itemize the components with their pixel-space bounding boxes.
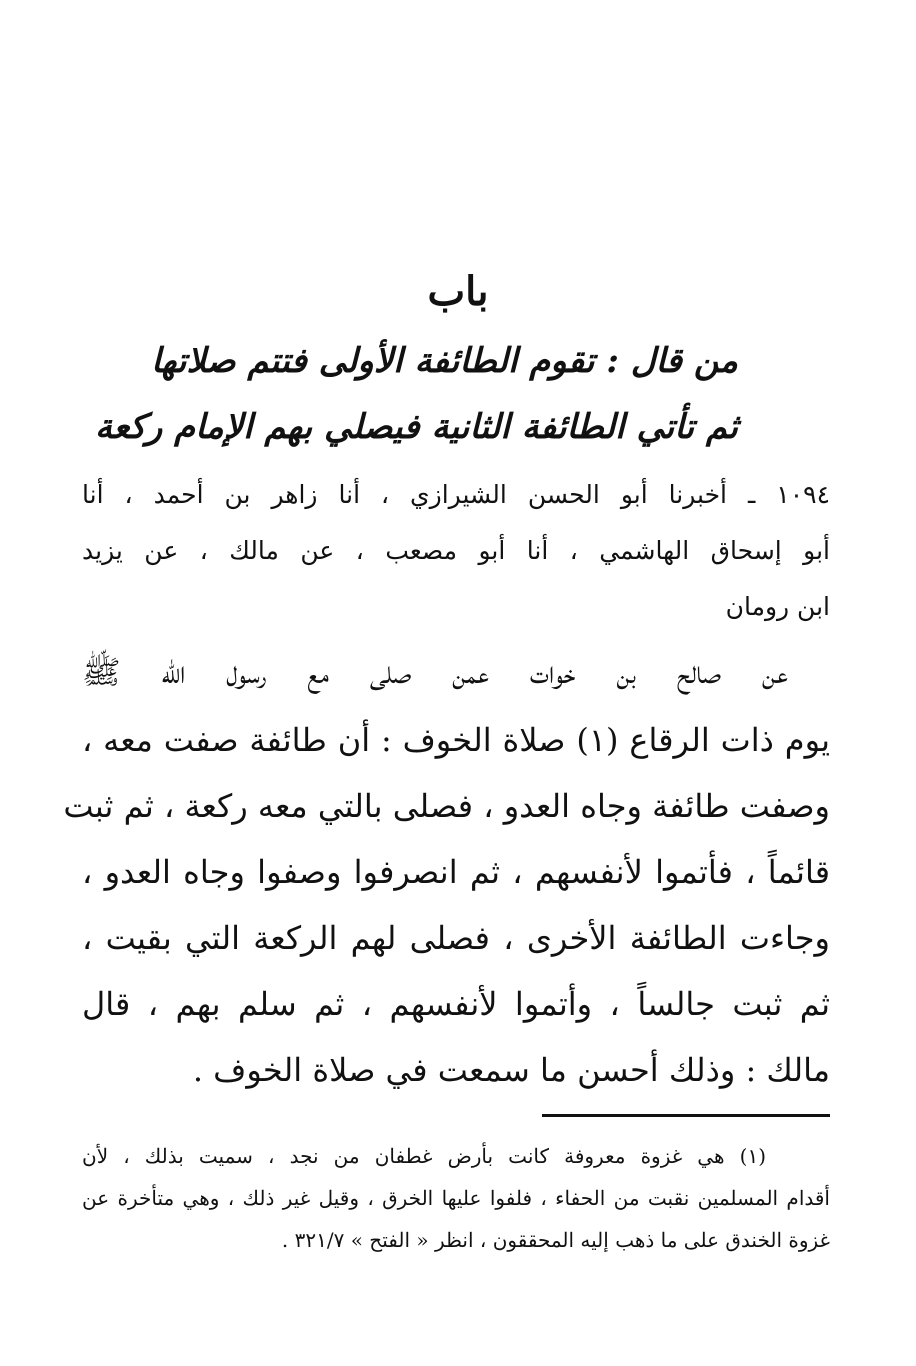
- isnad-line: أبو إسحاق الهاشمي ، أنا أبو مصعب ، عن مالك ، عن يزيد: [82, 536, 830, 565]
- matn-line: ثم ثبت جالساً ، وأتموا لأنفسهم ، ثم سلم بهم ، قال: [82, 985, 830, 1023]
- footnote-line: غزوة الخندق على ما ذهب إليه المحققون ، انظر « الفتح » ٣٢١/٧ .: [281, 1228, 830, 1252]
- matn-line: عن صالح بن خوات عمن صلى مع رسول الله ﷺ: [82, 653, 788, 691]
- matn-line: وصفت طائفة وجاه العدو ، فصلى بالتي معه ركعة ، ثم ثبت: [63, 787, 830, 825]
- isnad-line: ١٠٩٤ ـ أخبرنا أبو الحسن الشيرازي ، أنا زاهر بن أحمد ، أنا: [82, 480, 830, 509]
- footnote-line: أقدام المسلمين نقبت من الحفاء ، فلفوا عليها الخرق ، وقيل غير ذلك ، وهي متأخرة عن: [82, 1186, 830, 1210]
- matn-line: يوم ذات الرقاع (١) صلاة الخوف : أن طائفة صفت معه ،: [82, 721, 831, 759]
- matn-line: وجاءت الطائفة الأخرى ، فصلى لهم الركعة التي بقيت ،: [82, 919, 830, 957]
- footnote-divider: [542, 1114, 830, 1117]
- matn-line: مالك : وذلك أحسن ما سمعت في صلاة الخوف .: [192, 1051, 830, 1089]
- matn-line: قائماً ، فأتموا لأنفسهم ، ثم انصرفوا وصفوا وجاه العدو ،: [82, 853, 830, 891]
- chapter-heading-line-2: ثم تأتي الطائفة الثانية فيصلي بهم الإمام ركعة: [95, 407, 738, 447]
- chapter-heading-line-1: من قال : تقوم الطائفة الأولى فتتم صلاتها: [150, 341, 738, 381]
- chapter-label: باب: [427, 268, 489, 315]
- isnad-line: ابن رومان: [725, 592, 830, 621]
- footnote-line: (١) هي غزوة معروفة كانت بأرض غطفان من نجد ، سميت بذلك ، لأن: [82, 1144, 766, 1168]
